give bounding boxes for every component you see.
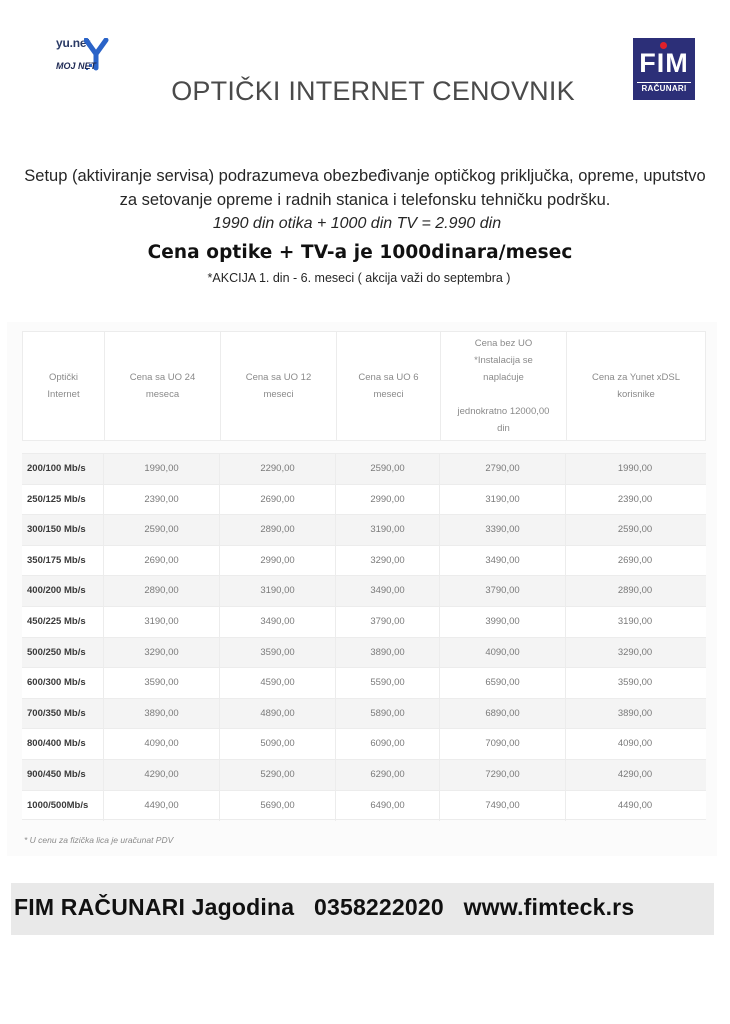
price-cell: 2890,00 xyxy=(104,576,220,606)
price-cell: 2990,00 xyxy=(336,485,440,515)
header-cell xyxy=(337,332,441,440)
table-row xyxy=(22,728,706,759)
speed-cell: 250/125 Mb/s xyxy=(22,485,104,515)
footer-banner xyxy=(11,883,714,935)
price-cell: 3790,00 xyxy=(440,576,566,606)
price-cell: 4490,00 xyxy=(617,799,653,811)
table-row xyxy=(22,575,706,606)
table-row xyxy=(22,637,706,668)
price-cell: 5690,00 xyxy=(220,791,336,821)
price-cell: 3990,00 xyxy=(440,607,566,637)
speed-cell: 500/250 Mb/s xyxy=(22,638,104,668)
table-header xyxy=(22,331,706,441)
mojnet-logo-text: MOJ NET xyxy=(56,61,97,71)
table-row xyxy=(22,514,706,545)
price-cell: 2590,00 xyxy=(617,524,653,536)
price-cell: 3390,00 xyxy=(440,515,566,545)
price-cell: 4590,00 xyxy=(220,668,336,698)
price-cell: 3890,00 xyxy=(104,699,220,729)
price-cell: 5290,00 xyxy=(220,760,336,790)
price-cell: 2290,00 xyxy=(220,454,336,484)
price-cell: 4490,00 xyxy=(104,791,220,821)
racunari-logo-text: RAČUNARI xyxy=(641,84,687,93)
fim-logo-text: FIM xyxy=(639,48,689,78)
price-cell: 3490,00 xyxy=(220,607,336,637)
price-cell: 7290,00 xyxy=(440,760,566,790)
speed-cell: 200/100 Mb/s xyxy=(22,454,104,484)
speed-cell: 800/400 Mb/s xyxy=(22,729,104,759)
price-cell: 6890,00 xyxy=(440,699,566,729)
table-row xyxy=(22,698,706,729)
price-cell: 3290,00 xyxy=(104,638,220,668)
price-line: 1990 din otika + 1000 din TV = 2.990 din xyxy=(212,215,502,232)
price-cell: 3590,00 xyxy=(220,638,336,668)
speed-cell: 700/350 Mb/s xyxy=(22,699,104,729)
price-cell: 7490,00 xyxy=(440,791,566,821)
speed-cell: 600/300 Mb/s xyxy=(22,668,104,698)
price-cell: 5890,00 xyxy=(336,699,440,729)
table-row xyxy=(22,790,706,821)
price-table-body xyxy=(22,453,706,820)
price-cell: 3290,00 xyxy=(336,546,440,576)
header-cell xyxy=(23,332,105,440)
speed-cell: 900/450 Mb/s xyxy=(22,760,104,790)
table-row xyxy=(22,545,706,576)
price-cell: 3490,00 xyxy=(440,546,566,576)
speed-cell: 450/225 Mb/s xyxy=(22,607,104,637)
price-cell: 3890,00 xyxy=(336,638,440,668)
footer-contact: FIM RAČUNARI Jagodina 0358222020 www.fimteck.rs xyxy=(14,894,635,920)
price-cell: 6490,00 xyxy=(336,791,440,821)
price-cell: 2690,00 xyxy=(617,554,653,566)
table-row xyxy=(22,453,706,484)
price-cell: 3590,00 xyxy=(104,668,220,698)
speed-cell: 400/200 Mb/s xyxy=(22,576,104,606)
price-cell: 3590,00 xyxy=(617,677,653,689)
table-row xyxy=(22,759,706,790)
header-label: Optički Internet xyxy=(47,372,80,400)
price-cell: 4090,00 xyxy=(617,738,653,750)
price-cell: 6090,00 xyxy=(336,729,440,759)
price-cell: 3890,00 xyxy=(617,707,653,719)
price-cell: 4890,00 xyxy=(220,699,336,729)
header-label: Cena sa UO 12 meseci xyxy=(245,372,312,400)
price-cell: 2690,00 xyxy=(104,546,220,576)
price-cell: 5090,00 xyxy=(220,729,336,759)
promo-note: *AKCIJA 1. din - 6. meseci ( akcija važi do septembra ) xyxy=(207,271,511,285)
price-cell: 3190,00 xyxy=(104,607,220,637)
header-cell xyxy=(105,332,221,440)
price-cell: 3290,00 xyxy=(617,646,653,658)
price-cell: 2890,00 xyxy=(220,515,336,545)
price-cell: 5590,00 xyxy=(336,668,440,698)
price-cell: 6590,00 xyxy=(440,668,566,698)
price-cell: 2590,00 xyxy=(104,515,220,545)
price-cell: 2390,00 xyxy=(617,493,653,505)
price-cell: 7090,00 xyxy=(440,729,566,759)
price-cell: 2690,00 xyxy=(220,485,336,515)
price-cell: 2990,00 xyxy=(220,546,336,576)
price-cell: 3190,00 xyxy=(440,485,566,515)
price-cell: 2790,00 xyxy=(440,454,566,484)
price-cell: 1990,00 xyxy=(617,463,653,474)
price-cell: 3790,00 xyxy=(336,607,440,637)
table-row xyxy=(22,484,706,515)
price-cell: 1990,00 xyxy=(104,454,220,484)
price-cell: 6290,00 xyxy=(336,760,440,790)
header-cell xyxy=(221,332,337,440)
table-row xyxy=(22,667,706,698)
speed-cell: 1000/500Mb/s xyxy=(22,791,104,821)
speed-cell: 350/175 Mb/s xyxy=(22,546,104,576)
yunet-logo xyxy=(50,36,120,80)
header-cell xyxy=(567,332,705,440)
page-title: OPTIČKI INTERNET CENOVNIK xyxy=(171,76,575,106)
setup-text: Setup (aktiviranje servisa) podrazumeva obezbeđivanje optičkog priključka, opreme, uputstvo za setovanje opreme i radnih stanica i telefonsku tehničku podršku. xyxy=(24,167,706,209)
tv-price-line: Cena optike + TV-a je 1000dinara/mesec xyxy=(147,242,573,263)
setup-description xyxy=(0,164,730,212)
price-cell: 2390,00 xyxy=(104,485,220,515)
price-cell: 4090,00 xyxy=(440,638,566,668)
price-cell: 3190,00 xyxy=(336,515,440,545)
table-row xyxy=(22,606,706,637)
price-cell: 3190,00 xyxy=(220,576,336,606)
header-label: Cena sa UO 6 meseci xyxy=(358,372,419,400)
header-label: Cena za Yunet xDSL korisnike xyxy=(591,372,681,400)
price-cell: 4290,00 xyxy=(617,768,653,780)
price-cell: 4090,00 xyxy=(104,729,220,759)
price-cell: 4290,00 xyxy=(104,760,220,790)
header-label: Cena bez UO *Instalacija se naplaćuje jednokratno 12000,00 din xyxy=(457,338,550,434)
header-label: Cena sa UO 24 meseca xyxy=(129,372,196,400)
speed-cell: 300/150 Mb/s xyxy=(22,515,104,545)
header-cell xyxy=(441,332,567,440)
yunet-logo-text: yu.net xyxy=(56,36,91,50)
price-cell: 3490,00 xyxy=(336,576,440,606)
vat-note: * U cenu za fizička lica je uračunat PDV xyxy=(24,835,174,845)
price-cell: 2590,00 xyxy=(336,454,440,484)
price-cell: 3190,00 xyxy=(617,615,653,627)
price-cell: 2890,00 xyxy=(617,585,653,597)
